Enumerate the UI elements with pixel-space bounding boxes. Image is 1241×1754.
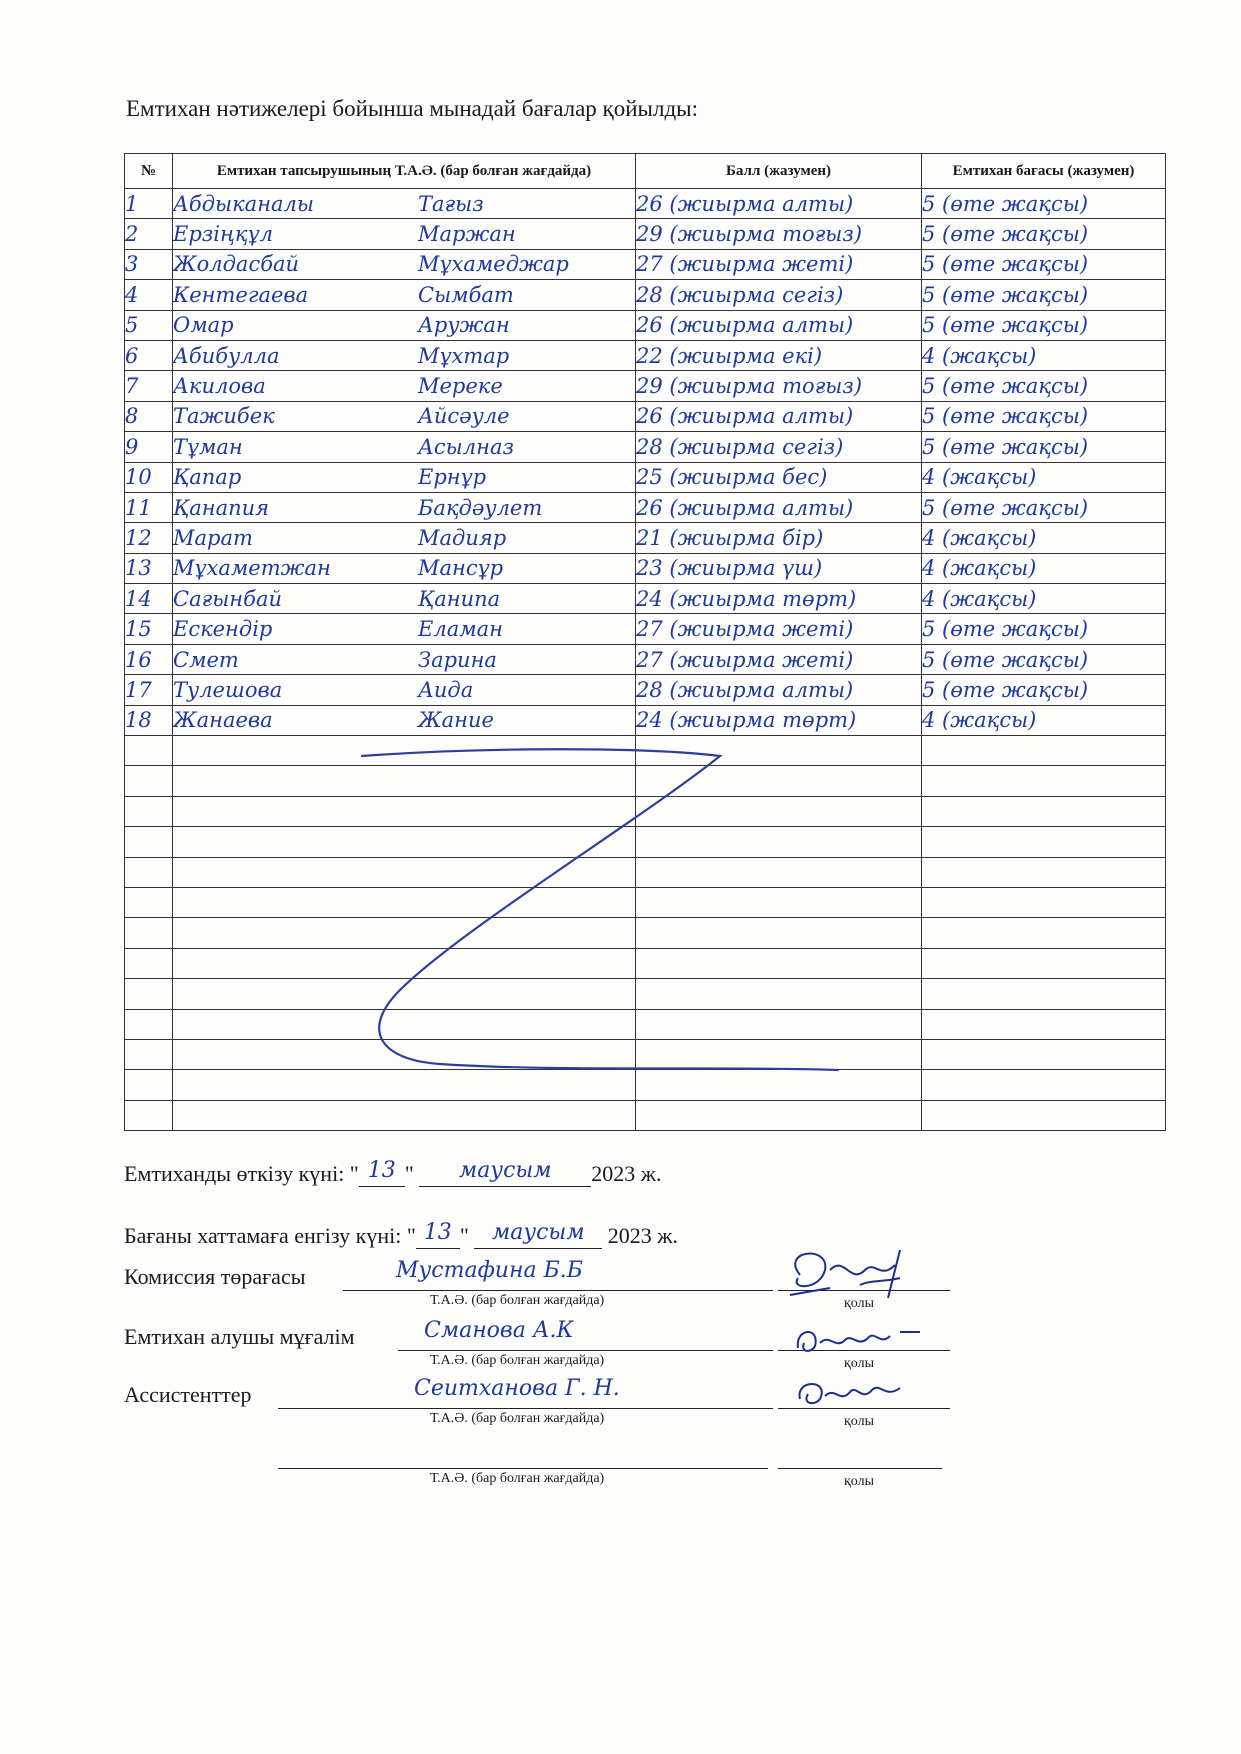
student-last-name: Қапар xyxy=(173,465,242,490)
table-header-row xyxy=(125,154,1166,189)
empty-cell xyxy=(173,1070,636,1100)
score-cell: 24 (жиырма төрт) xyxy=(636,584,922,614)
empty-table-row xyxy=(125,857,1166,887)
row-number: 3 xyxy=(125,249,173,279)
student-name xyxy=(173,310,636,340)
empty-cell xyxy=(636,827,922,857)
student-name xyxy=(173,705,636,735)
score-cell: 27 (жиырма жеті) xyxy=(636,614,922,644)
empty-cell xyxy=(636,796,922,826)
empty-cell xyxy=(636,736,922,766)
student-first-name: Жание xyxy=(418,708,494,733)
empty-cell xyxy=(173,736,636,766)
entry-date-quote: " xyxy=(459,1223,469,1248)
empty-cell xyxy=(636,979,922,1009)
student-name xyxy=(173,614,636,644)
table-body xyxy=(125,189,1166,1131)
student-last-name: Тажибек xyxy=(173,404,275,429)
header-number: № xyxy=(125,154,173,189)
grade-cell: 5 (өте жақсы) xyxy=(922,492,1166,522)
intro-text: Емтихан нәтижелері бойынша мынадай бағалар қойылды: xyxy=(126,96,699,121)
empty-cell xyxy=(636,887,922,917)
teacher-label: Емтихан алушы мұғалім xyxy=(124,1324,355,1349)
table-row xyxy=(125,189,1166,219)
student-last-name: Марат xyxy=(173,525,253,550)
empty-cell xyxy=(125,1009,173,1039)
student-first-name: Мереке xyxy=(418,374,503,399)
empty-table-row xyxy=(125,948,1166,978)
empty-table-row xyxy=(125,918,1166,948)
empty-cell xyxy=(125,1070,173,1100)
student-name xyxy=(173,189,636,219)
row-number: 17 xyxy=(125,675,173,705)
student-first-name: Маржан xyxy=(418,222,516,247)
entry-date-line xyxy=(124,1220,678,1249)
empty-table-row xyxy=(125,1070,1166,1100)
chair-name-line xyxy=(343,1290,773,1291)
student-last-name: Абибулла xyxy=(173,343,280,368)
header-name: Емтихан тапсырушының Т.А.Ә. (бар болған жағдайда) xyxy=(173,154,636,189)
empty-cell xyxy=(125,918,173,948)
table-row xyxy=(125,523,1166,553)
empty-cell xyxy=(125,857,173,887)
extra-sign-caption: қолы xyxy=(844,1474,875,1489)
row-number: 5 xyxy=(125,310,173,340)
student-last-name: Смет xyxy=(173,647,239,672)
teacher-name: Сманова А.К xyxy=(424,1318,574,1343)
exam-date-day: 13 xyxy=(359,1158,405,1187)
student-name xyxy=(173,523,636,553)
empty-cell xyxy=(922,918,1166,948)
student-first-name: Аида xyxy=(418,677,474,702)
empty-table-row xyxy=(125,1100,1166,1130)
empty-cell xyxy=(125,827,173,857)
student-last-name: Жанаева xyxy=(173,708,273,733)
exam-date-month: маусым xyxy=(419,1158,591,1187)
row-number: 8 xyxy=(125,401,173,431)
student-name xyxy=(173,462,636,492)
empty-cell xyxy=(636,948,922,978)
empty-table-row xyxy=(125,827,1166,857)
row-number: 6 xyxy=(125,340,173,370)
empty-cell xyxy=(173,979,636,1009)
grade-cell: 5 (өте жақсы) xyxy=(922,614,1166,644)
row-number: 2 xyxy=(125,219,173,249)
table-row xyxy=(125,249,1166,279)
student-first-name: Қанипа xyxy=(418,586,501,611)
student-name xyxy=(173,432,636,462)
empty-table-row xyxy=(125,887,1166,917)
empty-cell xyxy=(636,1070,922,1100)
score-cell: 22 (жиырма екі) xyxy=(636,340,922,370)
grade-cell: 5 (өте жақсы) xyxy=(922,432,1166,462)
student-first-name: Еламан xyxy=(418,617,503,642)
grade-cell: 5 (өте жақсы) xyxy=(922,644,1166,674)
grade-cell: 4 (жақсы) xyxy=(922,340,1166,370)
empty-cell xyxy=(922,1100,1166,1130)
entry-date-month: маусым xyxy=(474,1220,602,1249)
student-last-name: Абдыканалы xyxy=(173,191,315,216)
row-number: 1 xyxy=(125,189,173,219)
student-name xyxy=(173,249,636,279)
student-name xyxy=(173,280,636,310)
empty-table-row xyxy=(125,796,1166,826)
table-row xyxy=(125,371,1166,401)
student-last-name: Омар xyxy=(173,313,234,338)
grade-cell: 5 (өте жақсы) xyxy=(922,249,1166,279)
empty-cell xyxy=(636,766,922,796)
score-cell: 29 (жиырма тоғыз) xyxy=(636,371,922,401)
empty-cell xyxy=(125,1100,173,1130)
header-score: Балл (жазумен) xyxy=(636,154,922,189)
empty-cell xyxy=(922,827,1166,857)
entry-date-day: 13 xyxy=(416,1220,460,1249)
empty-cell xyxy=(636,1100,922,1130)
grade-cell: 4 (жақсы) xyxy=(922,553,1166,583)
empty-cell xyxy=(125,1039,173,1069)
empty-cell xyxy=(173,857,636,887)
empty-table-row xyxy=(125,1009,1166,1039)
score-cell: 25 (жиырма бес) xyxy=(636,462,922,492)
table-row xyxy=(125,462,1166,492)
empty-table-row xyxy=(125,1039,1166,1069)
student-first-name: Сымбат xyxy=(418,282,514,307)
score-cell: 28 (жиырма сегіз) xyxy=(636,280,922,310)
student-last-name: Тұман xyxy=(173,434,243,459)
empty-cell xyxy=(125,796,173,826)
grade-cell: 5 (өте жақсы) xyxy=(922,189,1166,219)
student-first-name: Аружан xyxy=(418,313,510,338)
student-first-name: Зарина xyxy=(418,647,497,672)
student-name xyxy=(173,401,636,431)
assistants-label: Ассистенттер xyxy=(124,1382,252,1407)
table-row xyxy=(125,310,1166,340)
teacher-signature xyxy=(790,1318,930,1358)
table-row xyxy=(125,644,1166,674)
empty-cell xyxy=(922,857,1166,887)
chair-sign-caption: қолы xyxy=(844,1296,875,1311)
empty-cell xyxy=(922,766,1166,796)
extra-sign-line xyxy=(778,1468,942,1469)
entry-date-year: 2023 ж. xyxy=(607,1223,678,1248)
grade-cell: 4 (жақсы) xyxy=(922,462,1166,492)
score-cell: 27 (жиырма жеті) xyxy=(636,249,922,279)
student-name xyxy=(173,492,636,522)
score-cell: 24 (жиырма төрт) xyxy=(636,705,922,735)
chair-signature xyxy=(770,1240,940,1310)
teacher-sign-caption: қолы xyxy=(844,1356,875,1371)
table-row xyxy=(125,401,1166,431)
empty-cell xyxy=(636,918,922,948)
empty-cell xyxy=(125,948,173,978)
score-cell: 26 (жиырма алты) xyxy=(636,492,922,522)
student-first-name: Бақдәулет xyxy=(418,495,543,520)
score-cell: 26 (жиырма алты) xyxy=(636,310,922,340)
score-cell: 26 (жиырма алты) xyxy=(636,189,922,219)
empty-cell xyxy=(173,796,636,826)
extra-name-line xyxy=(278,1468,768,1469)
grade-cell: 4 (жақсы) xyxy=(922,584,1166,614)
row-number: 4 xyxy=(125,280,173,310)
student-last-name: Кентегаева xyxy=(173,282,309,307)
chair-name: Мустафина Б.Б xyxy=(396,1258,583,1283)
student-name xyxy=(173,644,636,674)
row-number: 11 xyxy=(125,492,173,522)
student-first-name: Тағыз xyxy=(418,191,484,216)
row-number: 10 xyxy=(125,462,173,492)
score-cell: 28 (жиырма сегіз) xyxy=(636,432,922,462)
exam-date-year: 2023 ж. xyxy=(591,1161,662,1186)
table-row xyxy=(125,219,1166,249)
score-cell: 21 (жиырма бір) xyxy=(636,523,922,553)
assistants-name-line xyxy=(278,1408,773,1409)
student-last-name: Сағынбай xyxy=(173,586,282,611)
student-name xyxy=(173,584,636,614)
empty-table-row xyxy=(125,736,1166,766)
empty-cell xyxy=(922,1009,1166,1039)
student-first-name: Айсәуле xyxy=(418,404,510,429)
student-name xyxy=(173,340,636,370)
empty-cell xyxy=(922,979,1166,1009)
row-number: 16 xyxy=(125,644,173,674)
teacher-fio-caption: Т.А.Ә. (бар болған жағдайда) xyxy=(430,1353,605,1368)
student-last-name: Ерзіңқұл xyxy=(173,222,273,247)
exam-date-prefix: Емтиханды өткізу күні: " xyxy=(124,1161,359,1186)
row-number: 7 xyxy=(125,371,173,401)
empty-cell xyxy=(636,857,922,887)
table-row xyxy=(125,705,1166,735)
row-number: 14 xyxy=(125,584,173,614)
row-number: 15 xyxy=(125,614,173,644)
empty-cell xyxy=(922,1070,1166,1100)
student-first-name: Мұхтар xyxy=(418,343,510,368)
extra-fio-caption: Т.А.Ә. (бар болған жағдайда) xyxy=(430,1471,605,1486)
empty-cell xyxy=(173,948,636,978)
student-last-name: Жолдасбай xyxy=(173,252,300,277)
student-name xyxy=(173,219,636,249)
row-number: 9 xyxy=(125,432,173,462)
student-first-name: Асылназ xyxy=(418,434,514,459)
grade-cell: 5 (өте жақсы) xyxy=(922,219,1166,249)
table-row xyxy=(125,553,1166,583)
table-row xyxy=(125,584,1166,614)
student-last-name: Қанапия xyxy=(173,495,270,520)
row-number: 12 xyxy=(125,523,173,553)
header-grade: Емтихан бағасы (жазумен) xyxy=(922,154,1166,189)
empty-cell xyxy=(173,1009,636,1039)
assistants-name: Сеитханова Г. Н. xyxy=(414,1376,620,1401)
empty-table-row xyxy=(125,979,1166,1009)
grade-cell: 5 (өте жақсы) xyxy=(922,310,1166,340)
chair-label: Комиссия төрағасы xyxy=(124,1264,306,1289)
grade-cell: 5 (өте жақсы) xyxy=(922,401,1166,431)
student-last-name: Акилова xyxy=(173,374,266,399)
table-row xyxy=(125,675,1166,705)
score-cell: 28 (жиырма алты) xyxy=(636,675,922,705)
empty-cell xyxy=(636,1009,922,1039)
entry-date-prefix: Бағаны хаттамаға енгізу күні: " xyxy=(124,1223,416,1248)
empty-cell xyxy=(173,918,636,948)
grade-cell: 4 (жақсы) xyxy=(922,523,1166,553)
empty-cell xyxy=(173,887,636,917)
exam-date-quote: " xyxy=(404,1161,414,1186)
assistants-sign-caption: қолы xyxy=(844,1414,875,1429)
table-row xyxy=(125,280,1166,310)
student-name xyxy=(173,371,636,401)
chair-fio-caption: Т.А.Ә. (бар болған жағдайда) xyxy=(430,1293,605,1308)
empty-cell xyxy=(125,736,173,766)
student-first-name: Ернұр xyxy=(418,465,487,490)
empty-cell xyxy=(922,736,1166,766)
table-row xyxy=(125,614,1166,644)
grade-cell: 5 (өте жақсы) xyxy=(922,675,1166,705)
score-cell: 29 (жиырма тоғыз) xyxy=(636,219,922,249)
empty-cell xyxy=(173,1039,636,1069)
score-cell: 23 (жиырма үш) xyxy=(636,553,922,583)
grade-cell: 4 (жақсы) xyxy=(922,705,1166,735)
student-last-name: Тулешова xyxy=(173,677,283,702)
empty-cell xyxy=(922,887,1166,917)
row-number: 13 xyxy=(125,553,173,583)
teacher-name-line xyxy=(398,1350,773,1351)
score-cell: 27 (жиырма жеті) xyxy=(636,644,922,674)
score-cell: 26 (жиырма алты) xyxy=(636,401,922,431)
empty-cell xyxy=(173,766,636,796)
assistants-signature xyxy=(790,1374,930,1414)
empty-cell xyxy=(173,1100,636,1130)
student-name xyxy=(173,675,636,705)
table-row xyxy=(125,432,1166,462)
grade-cell: 5 (өте жақсы) xyxy=(922,371,1166,401)
empty-cell xyxy=(922,796,1166,826)
student-last-name: Ескендір xyxy=(173,617,273,642)
empty-cell xyxy=(922,948,1166,978)
empty-cell xyxy=(125,979,173,1009)
grade-cell: 5 (өте жақсы) xyxy=(922,280,1166,310)
row-number: 18 xyxy=(125,705,173,735)
results-table xyxy=(124,153,1166,1131)
empty-cell xyxy=(636,1039,922,1069)
student-first-name: Мансұр xyxy=(418,556,504,581)
empty-table-row xyxy=(125,766,1166,796)
assistants-fio-caption: Т.А.Ә. (бар болған жағдайда) xyxy=(430,1411,605,1426)
table-row xyxy=(125,492,1166,522)
empty-cell xyxy=(125,766,173,796)
empty-cell xyxy=(922,1039,1166,1069)
student-last-name: Мұхаметжан xyxy=(173,556,331,581)
student-first-name: Мадияр xyxy=(418,525,507,550)
empty-cell xyxy=(173,827,636,857)
empty-cell xyxy=(125,887,173,917)
student-first-name: Мұхамеджар xyxy=(418,252,569,277)
table-row xyxy=(125,340,1166,370)
exam-date-line xyxy=(124,1158,661,1187)
student-name xyxy=(173,553,636,583)
